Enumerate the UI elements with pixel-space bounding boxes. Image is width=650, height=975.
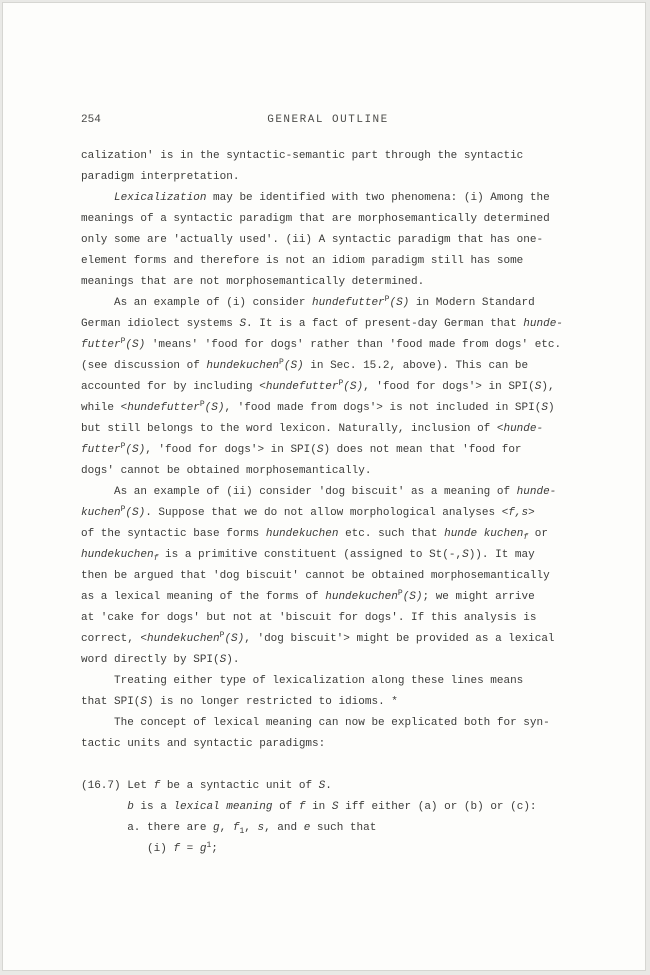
- text-segment: , 'food for dogs'> in SPI(: [363, 381, 535, 393]
- italic-term: hunde-: [503, 423, 544, 435]
- italic-term: hundefutter: [312, 297, 385, 309]
- italic-term: (S): [125, 444, 146, 456]
- text-line: [81, 797, 591, 818]
- running-head: GENERAL OUTLINE: [267, 114, 389, 126]
- text-segment: ;: [211, 843, 218, 855]
- text-line: [81, 440, 591, 461]
- italic-term: g: [213, 822, 220, 834]
- text-segment: only some are 'actually used'. (ii) A syntactic paradigm that has one-: [81, 234, 544, 246]
- text-segment: tactic units and syntactic paradigms:: [81, 738, 326, 750]
- book-page: [2, 2, 646, 971]
- text-segment: etc. such that: [338, 528, 445, 540]
- text-segment: then be argued that 'dog biscuit' cannot be obtained morphosemantically: [81, 570, 550, 582]
- text-segment: ) is no longer restricted to idioms. *: [147, 696, 398, 708]
- text-line: [81, 419, 591, 440]
- text-line: [81, 566, 591, 587]
- text-segment: P: [120, 442, 126, 451]
- text-line: [81, 608, 591, 629]
- text-segment: meanings of a syntactic paradigm that are morphosemantically determined: [81, 213, 550, 225]
- text-segment: may be identified with two phenomena: (i) Among the: [206, 192, 550, 204]
- italic-term: b: [127, 801, 134, 813]
- text-segment: accounted for by including <: [81, 381, 266, 393]
- italic-term: (S): [389, 297, 410, 309]
- text-segment: element forms and therefore is not an idiom paradigm still has some: [81, 255, 524, 267]
- text-line: [81, 251, 591, 272]
- italic-term: g: [199, 843, 207, 855]
- italic-term: hundekuchen: [147, 633, 220, 645]
- italic-term: hundekuchen: [206, 360, 280, 372]
- text-line: [81, 188, 591, 209]
- text-line: [81, 335, 591, 356]
- text-segment: word directly by SPI(: [81, 654, 220, 666]
- italic-term: hunde-: [516, 486, 557, 498]
- italic-term: lexical meaning: [173, 801, 273, 813]
- text-segment: , 'dog biscuit'> might be provided as a lexical: [244, 633, 555, 645]
- italic-term: f: [153, 554, 159, 563]
- text-segment: , 'food for dogs'> in SPI(: [145, 444, 317, 456]
- text-segment: P: [120, 505, 126, 514]
- text-line: [81, 818, 591, 839]
- text-segment: ) does not mean that 'food for: [323, 444, 522, 456]
- text-segment: (i): [81, 843, 174, 855]
- text-segment: ,: [219, 822, 233, 834]
- text-segment: of: [272, 801, 299, 813]
- italic-term: f: [153, 780, 161, 792]
- text-segment: paradigm interpretation.: [81, 171, 240, 183]
- text-line: [81, 167, 591, 188]
- text-segment: =: [180, 843, 200, 855]
- text-line: [81, 356, 591, 377]
- text-segment: (see discussion of: [81, 360, 207, 372]
- text-segment: at 'cake for dogs' but not at 'biscuit for dogs'. If this analysis is: [81, 612, 537, 624]
- text-segment: (16.7) Let: [81, 780, 154, 792]
- italic-term: futter: [81, 339, 121, 351]
- text-line: [81, 398, 591, 419]
- text-segment: meanings that are not morphosemantically determined.: [81, 276, 425, 288]
- text-line: [81, 503, 591, 524]
- italic-term: S: [316, 444, 324, 456]
- text-segment: P: [397, 589, 403, 598]
- italic-term: (S): [125, 507, 146, 519]
- page-header: [81, 114, 575, 130]
- italic-term: hunde kuchen: [444, 528, 524, 540]
- italic-term: S: [318, 780, 326, 792]
- text-line: [81, 671, 591, 692]
- text-segment: ,: [244, 822, 258, 834]
- text-segment: P: [338, 379, 344, 388]
- text-line: [81, 209, 591, 230]
- text-line: [81, 482, 591, 503]
- text-segment: correct, <: [81, 633, 148, 645]
- text-line: [81, 461, 591, 482]
- text-line: [81, 524, 591, 545]
- text-segment: As an example of (ii) consider 'dog biscuit' as a meaning of: [81, 486, 517, 498]
- text-segment: in: [305, 801, 332, 813]
- text-segment: is a: [133, 801, 174, 813]
- italic-term: hundekuchen: [265, 528, 339, 540]
- italic-term: S: [239, 318, 247, 330]
- text-line: [81, 314, 591, 335]
- text-segment: but still belongs to the word lexicon. Naturally, inclusion of <: [81, 423, 504, 435]
- text-segment: . It is a fact of present-day German that: [246, 318, 524, 330]
- text-segment: is a primitive constituent (assigned to St(-,: [158, 549, 463, 561]
- italic-term: f: [523, 533, 529, 542]
- text-segment: of the syntactic base forms: [81, 528, 266, 540]
- italic-term: hundekuchen: [81, 549, 154, 561]
- text-segment: such that: [310, 822, 377, 834]
- text-segment: The concept of lexical meaning can now be explicated both for syn-: [81, 717, 550, 729]
- italic-term: e: [303, 822, 311, 834]
- italic-term: S: [331, 801, 339, 813]
- italic-term: f: [232, 822, 240, 834]
- italic-term: futter: [81, 444, 121, 456]
- text-segment: Treating either type of lexicalization along these lines means: [81, 675, 524, 687]
- italic-term: (S): [343, 381, 364, 393]
- text-line: [81, 755, 591, 776]
- italic-term: (S): [283, 360, 304, 372]
- text-segment: )). It may: [468, 549, 535, 561]
- italic-term: S: [219, 654, 227, 666]
- text-segment: or: [528, 528, 548, 540]
- text-segment: that SPI(: [81, 696, 141, 708]
- text-line: [81, 377, 591, 398]
- text-line: [81, 839, 591, 860]
- text-line: [81, 272, 591, 293]
- italic-term: S: [140, 696, 148, 708]
- text-segment: as a lexical meaning of the forms of: [81, 591, 326, 603]
- text-segment: , and: [264, 822, 304, 834]
- text-segment: be a syntactic unit of: [160, 780, 319, 792]
- text-segment: German idiolect systems: [81, 318, 240, 330]
- text-segment: ),: [541, 381, 555, 393]
- italic-term: (S): [224, 633, 245, 645]
- italic-term: hundekuchen: [325, 591, 398, 603]
- text-segment: in Sec. 15.2, above). This can be: [303, 360, 529, 372]
- text-segment: P: [199, 400, 205, 409]
- text-segment: P: [384, 295, 390, 304]
- text-segment: .: [325, 780, 332, 792]
- italic-term: (S): [402, 591, 423, 603]
- text-line: [81, 293, 591, 314]
- italic-term: f: [173, 843, 181, 855]
- text-segment: , 'food made from dogs'> is not included in SPI(: [224, 402, 542, 414]
- text-segment: dogs' cannot be obtained morphosemantically.: [81, 465, 372, 477]
- text-segment: P: [279, 358, 284, 367]
- text-segment: As an example of (i) consider: [81, 297, 313, 309]
- italic-term: f: [298, 801, 306, 813]
- text-line: [81, 776, 591, 797]
- text-segment: P: [219, 631, 225, 640]
- text-line: [81, 146, 591, 167]
- text-line: [81, 545, 591, 566]
- text-segment: [81, 192, 114, 204]
- text-line: [81, 629, 591, 650]
- page-body: [81, 146, 591, 860]
- text-segment: 'means' 'food for dogs' rather than 'food made from dogs' etc.: [145, 339, 562, 351]
- italic-term: f,s: [508, 507, 529, 519]
- italic-term: hundefutter: [127, 402, 200, 414]
- text-segment: ; we might arrive: [422, 591, 535, 603]
- text-segment: in Modern Standard: [409, 297, 535, 309]
- text-line: [81, 587, 591, 608]
- text-segment: ).: [226, 654, 240, 666]
- text-segment: ): [547, 402, 555, 414]
- italic-term: s: [257, 822, 265, 834]
- text-line: [81, 734, 591, 755]
- text-segment: a. there are: [81, 822, 214, 834]
- italic-term: (S): [204, 402, 225, 414]
- text-segment: [81, 801, 127, 813]
- text-segment: 1: [239, 827, 245, 836]
- italic-term: hunde-: [523, 318, 563, 330]
- text-line: [81, 230, 591, 251]
- text-segment: calization' is in the syntactic-semantic part through the syntactic: [81, 150, 524, 162]
- italic-term: (S): [125, 339, 146, 351]
- text-segment: >: [528, 507, 535, 519]
- text-segment: . Suppose that we do not allow morphological analyses <: [145, 507, 509, 519]
- text-line: [81, 692, 591, 713]
- text-segment: while <: [81, 402, 128, 414]
- italic-term: S: [534, 381, 542, 393]
- italic-term: S: [541, 402, 548, 414]
- text-line: [81, 713, 591, 734]
- page-number: 254: [81, 114, 101, 126]
- text-segment: iff either (a) or (b) or (c):: [338, 801, 537, 813]
- italic-term: hundefutter: [265, 381, 339, 393]
- italic-term: S: [462, 549, 469, 561]
- text-segment: 1: [206, 841, 212, 850]
- italic-term: kuchen: [81, 507, 121, 519]
- italic-term: Lexicalization: [114, 192, 207, 204]
- text-segment: P: [120, 337, 126, 346]
- text-line: [81, 650, 591, 671]
